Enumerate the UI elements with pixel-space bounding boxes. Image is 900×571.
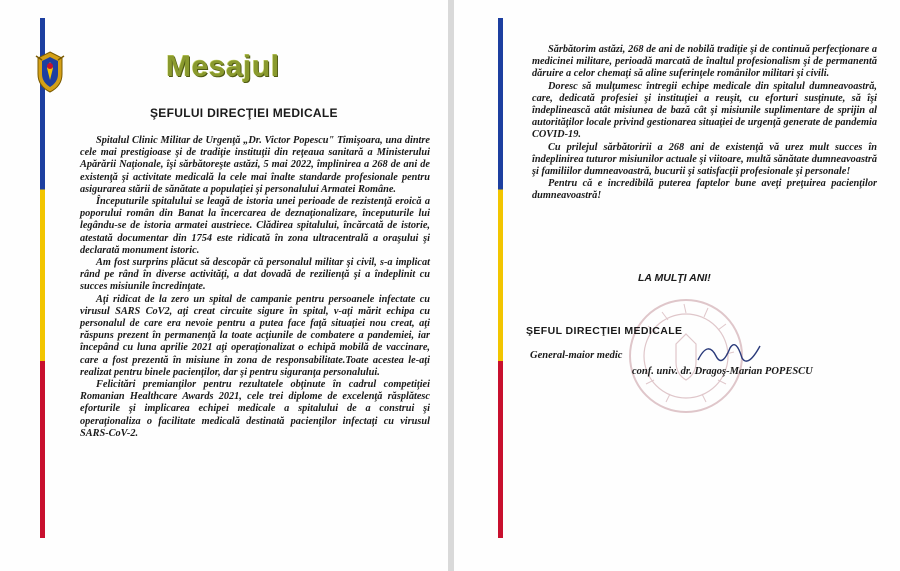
paragraph: Cu prilejul sărbătoririi a 268 ani de existenţă vă urez mult succes în îndeplinirea tuturor misiunilor actuale şi viitoare, multă sănătate dumneavoastră şi familiilor dumneavoastră, bucurii şi satisfacţii profesionale şi personale! [532,141,877,178]
paragraph: Felicitări premianţilor pentru rezultatele obţinute în cadrul competiţiei Romanian Healthcare Awards 2021, cele trei diplome de excelenţă răsplătesc eforturile şi implicarea echipei medicale a spitalului de a construi şi operaţionaliza o facilitate medicală destinată pacienţilor infectaţi cu virusul SARS-CoV-2. [80,379,430,439]
paragraph: Sărbătorim astăzi, 268 de ani de nobilă tradiţie şi de continuă perfecţionare a medicinei militare, perioadă marcată de înaltul profesionalism şi de permanentă dăruire a celor chemaţi să aline suferinţele românilor militari şi civili. [532,44,877,80]
letter-body-left [80,135,430,440]
paragraph: Spitalul Clinic Militar de Urgenţă „Dr. Victor Popescu" Timişoara, una dintre cele mai prestigioase şi de tradiţie instituţii din reţeaua sanitară a Ministerului Apărării Naţionale, îşi sărbătoreşte astăzi, 5 mai 2022, împlinirea a 268 de ani de existenţă şi activitate medicală la cele mai înalte standarde profesionale pentru asigurarea stării de sănătate a populaţiei şi personalului Armatei Române. [80,135,430,195]
greeting: LA MULŢI ANI! [638,272,711,284]
message-subheading: ŞEFULUI DIRECŢIEI MEDICALE [150,106,338,120]
romanian-military-crest-icon [33,50,67,94]
letter-page-right [454,0,900,571]
paragraph: Doresc să mulţumesc întregii echipe medicale din spitalul dumneavoastră, care, dedicată profesiei şi instituţiei a reuşit, cu eforturi susţinute, să îşi îndeplinească atât misiunea de bază cât şi misiunile suplimentare de sprijin al autorităţilor locale privind gestionarea situaţiei de urgenţă generate de pandemia COVID-19. [532,80,877,141]
tricolor-stripe [498,18,503,538]
message-heading: Mesajul [166,50,280,83]
letter-page-left [0,0,448,571]
paragraph: Am fost surprins plăcut să descopăr că personalul militar şi civil, s-a implicat rând pe rând în diverse activităţi, a dat dovadă de rezilienţă şi a îndeplinit cu succes misiunile încredinţate. [80,257,430,293]
paragraph: Pentru că e incredibilă puterea faptelor bune aveţi preţuirea pacienţilor dumneavoastră! [532,178,877,202]
letter-body-right [532,44,877,203]
paragraph: Aţi ridicat de la zero un spital de campanie pentru persoanele infectate cu virusul SARS CoV2, aţi creat circuite sigure în spital, v-aţi mărit echipa cu personalul de care era nevoie pentru a putea face faţă situaţiei nou creat, aţi răspuns prezent în permanenţă la toate acţiunile de combatere a pandemiei, iar începând cu luna aprilie 2021 aţi operaţionalizat o echipă mobilă de vaccinare, care a fost prezentă în misiune în zona de responsabilitate.Toate acestea le-aţi realizat pentru binele pacienţilor, dar şi pentru siguranţa personalului. [80,293,430,378]
tricolor-stripe [40,18,45,538]
signature-rank: General-maior medic [530,350,623,361]
signature-title: ŞEFUL DIRECŢIEI MEDICALE [526,325,683,337]
paragraph: Începuturile spitalului se leagă de istoria unei perioade de rezistenţă eroică a poporului român din Banat la încercarea de deznaţionalizare, începuturile lui legându-se de istoria armatei austriece. Clădirea spitalului, încărcată de istorie, atestată documentar din 1754 este ridicată în zona ultracentrală a oraşului şi declarată monument istoric. [80,196,430,256]
signature-name: conf. univ. dr. Dragoş-Marian POPESCU [632,366,813,377]
